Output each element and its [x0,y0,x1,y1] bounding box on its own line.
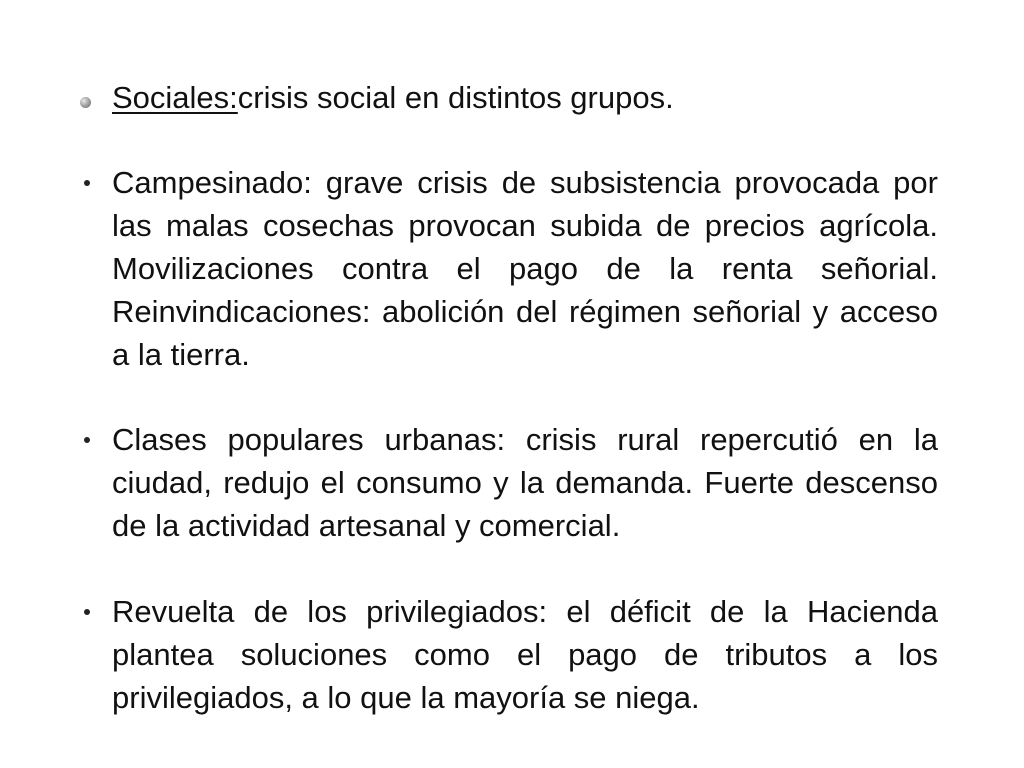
bullet-sociales-label: Sociales: [112,80,238,115]
bullet-sociales [112,76,938,119]
bullet-dot-icon [84,609,90,615]
bullet-revuelta-privilegiados: Revuelta de los privilegiados: el déficit de la Hacienda plantea soluciones como el pago de tributos a los privilegiados, a lo que la mayoría se niega. [112,594,938,715]
bullet-ball-icon [80,97,91,108]
bullet-campesinado: Campesinado: grave crisis de subsistencia provocada por las malas cosechas provocan subida de precios agrícola. Movilizaciones contra el pago de la renta señorial. Reinvindicaciones: abolición del régimen señorial y acceso a la tierra. [112,165,938,372]
bullet-dot-icon [84,180,90,186]
bullet-dot-icon [84,437,90,443]
bullet-clases-populares: Clases populares urbanas: crisis rural repercutió en la ciudad, redujo el consumo y la demanda. Fuerte descenso de la actividad artesanal y comercial. [112,422,938,543]
bullet-sociales-text: crisis social en distintos grupos. [237,80,674,115]
